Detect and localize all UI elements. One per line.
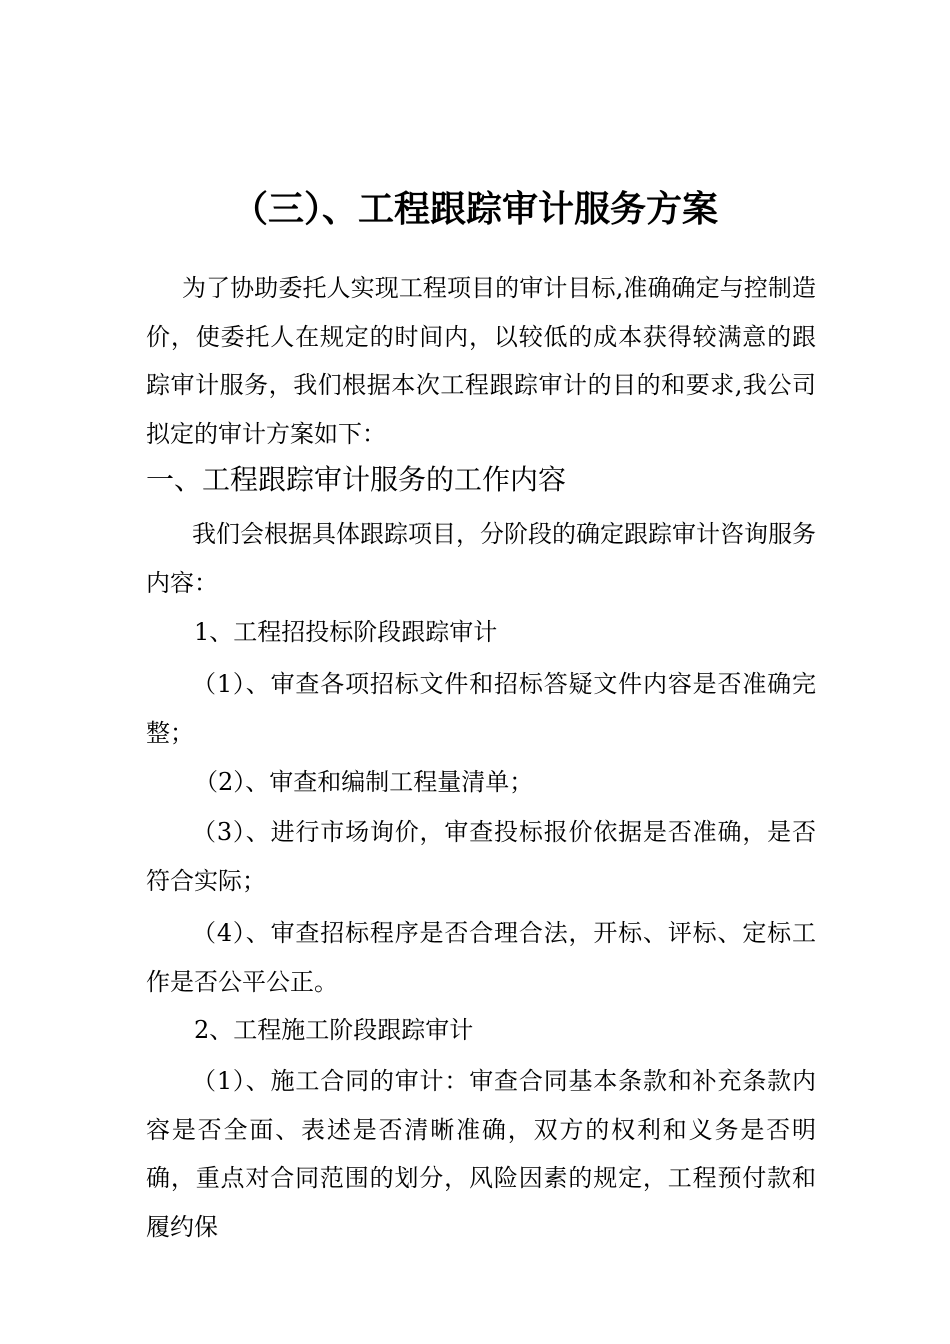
intro-paragraph: 为了协助委托人实现工程项目的审计目标,准确确定与控制造价，使委托人在规定的时间内，以较低的成本获得较满意的跟踪审计服务，我们根据本次工程跟踪审计的目的和要求,我公司拟定的审计方案如下：	[146, 274, 816, 448]
section-intro-paragraph: 我们会根据具体跟踪项目，分阶段的确定跟踪审计咨询服务内容：	[146, 520, 816, 597]
document-title: （三）、工程跟踪审计服务方案	[231, 189, 718, 230]
stage1-item-3: （3）、进行市场询价，审查投标报价依据是否准确，是否符合实际；	[146, 818, 816, 895]
stage1-item-1: （1）、审查各项招标文件和招标答疑文件内容是否准确完整；	[146, 670, 816, 747]
stage2-heading: 2、工程施工阶段跟踪审计	[194, 1016, 474, 1044]
stage2-item-1: （1）、施工合同的审计：审查合同基本条款和补充条款内容是否全面、表述是否清晰准确，双方的权利和义务是否明确，重点对合同范围的划分，风险因素的规定，工程预付款和履约保	[146, 1067, 816, 1241]
stage1-heading: 1、工程招投标阶段跟踪审计	[194, 618, 498, 646]
stage1-item-4: （4）、审查招标程序是否合理合法，开标、评标、定标工作是否公平公正。	[146, 919, 816, 996]
section-heading: 一、工程跟踪审计服务的工作内容	[146, 463, 567, 496]
stage1-item-2: （2）、审查和编制工程量清单；	[194, 768, 534, 796]
